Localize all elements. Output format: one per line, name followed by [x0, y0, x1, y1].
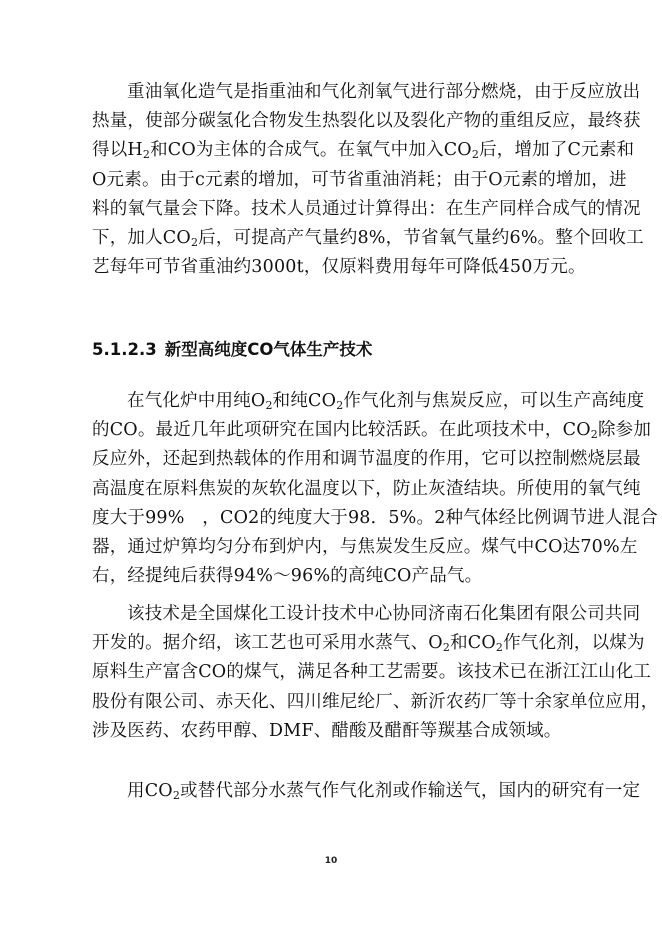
text-line: 股份有限公司、赤天化、四川维尼纶厂、新沂农药厂等十余家单位应用， — [92, 691, 659, 712]
section-title: 新型高纯度CO气体生产技术 — [164, 340, 373, 359]
text-line: 该技术是全国煤化工设计技术中心协同济南石化集团有限公司共同 — [127, 604, 641, 624]
text-line: 艺每年可节省重油约3000t，仅原料费用每年可降低450万元。 — [92, 257, 586, 278]
text-line: 用$CO_2$或替代部分水蒸气作气化剂或作输送气，国内的研究有一定 — [127, 781, 641, 802]
text-line: 料的氧气量会下降。技术人员通过计算得出：在生产同样合成气的情况 — [92, 198, 641, 219]
text-line: 在气化炉中用纯$O_2$和纯$CO_2$作气化剂与焦炭反应，可以生产高纯度 — [127, 391, 645, 412]
text-line: 重油氧化造气是指重油和气化剂氧气进行部分燃烧，由于反应放出 — [127, 82, 641, 102]
text-line: 下，加人$CO_2$后，可提高产气量约8%，节省氧气量约6%。整个回收工 — [92, 228, 644, 250]
page-number: 10 — [324, 856, 338, 866]
paragraph-high-purity-co — [92, 387, 658, 591]
section-number: 5.1.2.3 — [92, 340, 157, 359]
paragraph-co2-gasification — [92, 777, 641, 806]
text-line: 高温度在原料焦炭的灰软化温度以下，防止灰渣结块。所使用的氧气纯 — [92, 478, 641, 499]
text-line: 涉及医药、农药甲醇、DMF、醋酸及醋酐等羰基合成领域。 — [92, 720, 562, 741]
text-line: 度大于99% ，CO2的纯度大于98．5%。2种气体经比例调节进人混合 — [92, 507, 658, 528]
paragraph-heavy-oil-gasification — [92, 78, 644, 282]
text-line: 得以$H_2$和CO为主体的合成气。在氧气中加入$CO_2$后，增加了C元素和 — [92, 140, 635, 162]
text-line: O元素。由于c元素的增加，可节省重油消耗；由于O元素的增加，进 — [92, 169, 627, 190]
text-line: 反应外，还起到热载体的作用和调节温度的作用，它可以控制燃烧层最 — [92, 449, 641, 470]
text-line: 器，通过炉箅均匀分布到炉内，与焦炭发生反应。煤气中CO达70%左 — [92, 537, 638, 558]
paragraph-technology-development — [92, 600, 659, 746]
text-line: 热量，使部分碳氢化合物发生热裂化以及裂化产物的重组反应，最终获 — [92, 111, 641, 132]
text-line: 开发的。据介绍，该工艺也可采用水蒸气、$O_2$和$CO_2$作气化剂，以煤为 — [92, 633, 645, 655]
section-heading — [92, 338, 372, 362]
text-line: 的CO。最近几年此项研究在国内比较活跃。在此项技术中，$CO_2$除参加 — [92, 420, 652, 442]
text-line: 右，经提纯后获得94%～96%的高纯CO产品气。 — [92, 566, 483, 587]
text-line: 原料生产富含CO的煤气，满足各种工艺需要。该技术已在浙江江山化工 — [92, 662, 652, 683]
